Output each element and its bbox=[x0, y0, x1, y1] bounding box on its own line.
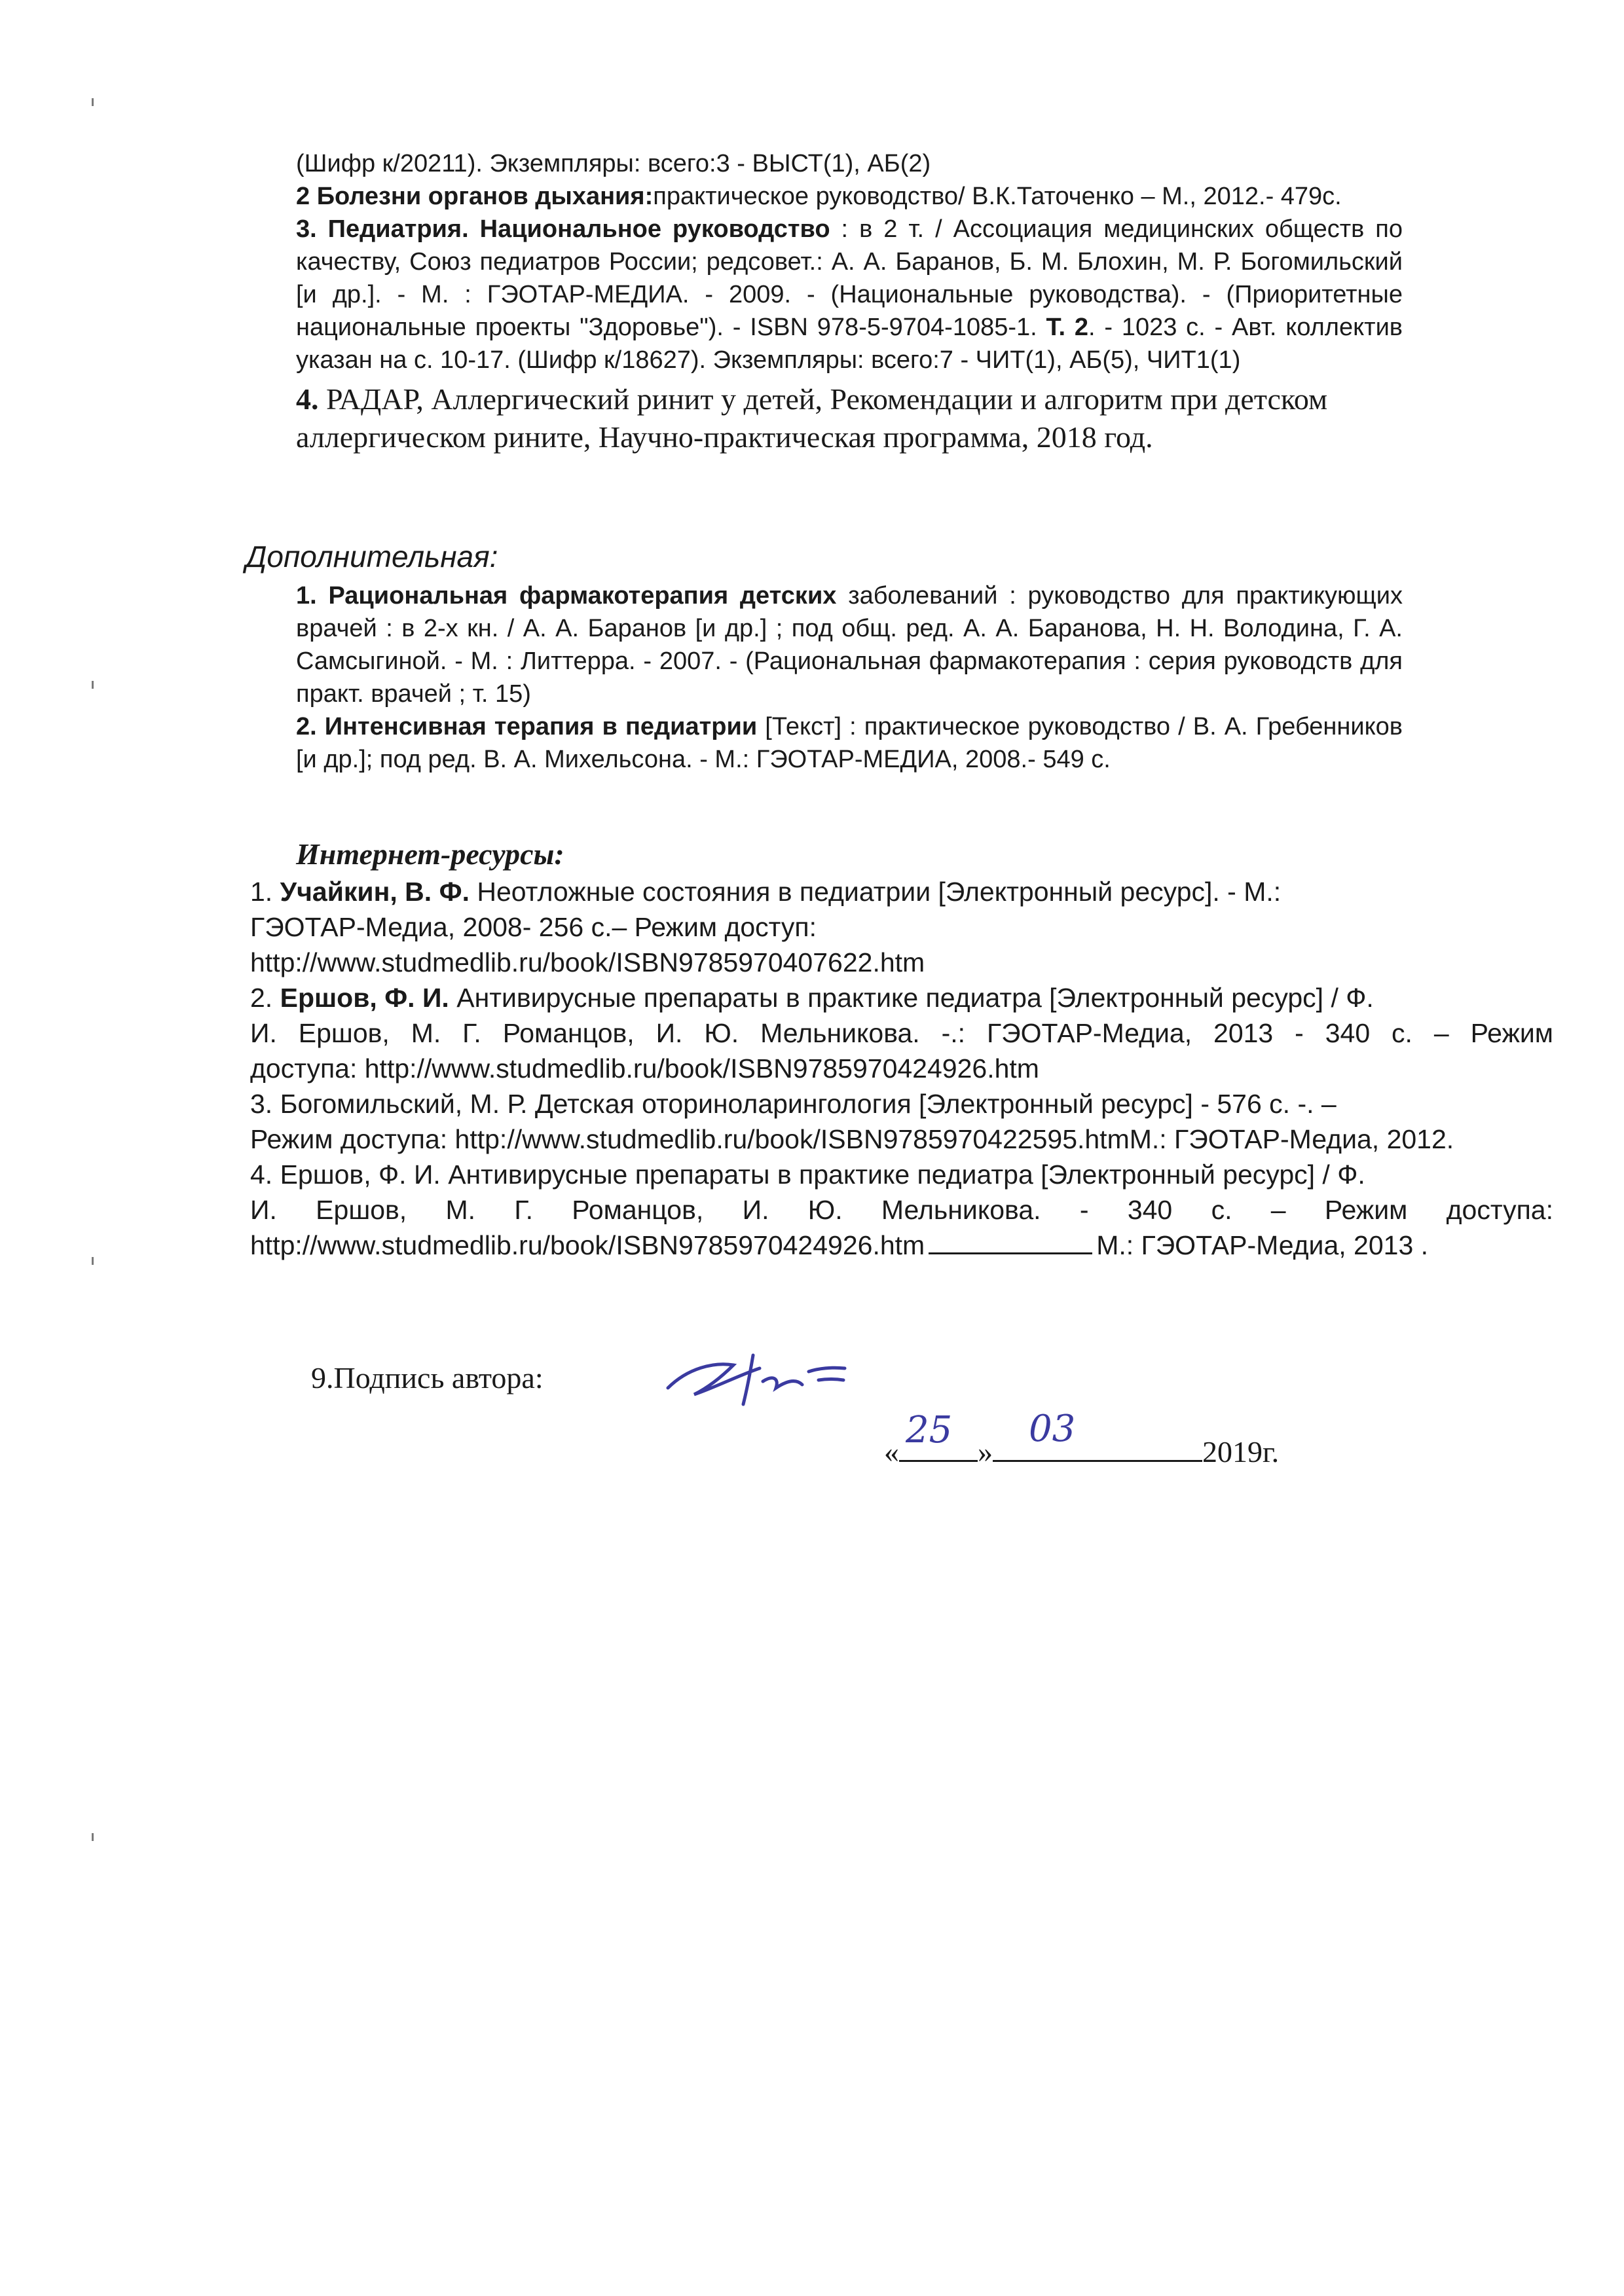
internet-resource-1-text: Неотложные состояния в педиатрии [Электронный ресурс]. - М.: bbox=[469, 877, 1282, 907]
additional-reference-2-text: [Текст] : практическое руководство / В. А. Гребенников [и др.]; под ред. В. А. Михельсона. - М.: ГЭОТАР-МЕДИА, 2008.- 549 с. bbox=[296, 713, 1403, 773]
additional-reference-2-title: 2. Интенсивная терапия в педиатрии bbox=[296, 713, 758, 740]
internet-resource-1-line-2: ГЭОТАР-Медиа, 2008- 256 с.– Режим доступ: bbox=[250, 912, 817, 942]
handwritten-signature bbox=[655, 1342, 864, 1421]
reference-1-tail bbox=[296, 147, 1403, 180]
internet-resource-4-publisher: М.: ГЭОТАР-Медиа, 2013 . bbox=[1096, 1230, 1429, 1260]
internet-resource-4-line-3 bbox=[250, 1228, 1586, 1263]
reference-4 bbox=[296, 380, 1403, 456]
internet-resource-1-link: http://www.studmedlib.ru/book/ISBN9785970407622.htm bbox=[250, 947, 925, 977]
date-quote-close: » bbox=[978, 1435, 993, 1468]
reference-1-text: (Шифр к/20211). Экземпляры: всего:3 - ВЫСТ(1), АБ(2) bbox=[296, 150, 931, 177]
scan-mark bbox=[92, 1257, 94, 1265]
reference-3-text-b: . - 1023 с. - Авт. коллектив указан на с. 10-17. (Шифр к/18627). Экземпляры: всего:7 - ЧИТ(1), АБ(5), ЧИТ1(1) bbox=[296, 314, 1403, 374]
main-references bbox=[296, 147, 1403, 456]
additional-reference-1-text: заболеваний : руководство для практикующих врачей : в 2-х кн. / А. А. Баранов [и др.] ; под общ. ред. А. А. Баранова, Н. Н. Володина, Г. А. Самсыгиной. - М. : Литтерра. - 2007. - (Рациональная фармакотерапия : серия руководств для практ. врачей ; т. 15) bbox=[296, 582, 1403, 708]
signature-date bbox=[884, 1408, 1280, 1469]
internet-resource-4-line-1: 4. Ершов, Ф. И. Антивирусные препараты в практике педиатра [Электронный ресурс] / Ф. bbox=[250, 1159, 1365, 1190]
additional-reference-2 bbox=[296, 710, 1403, 776]
internet-resource-2-text: Антивирусные препараты в практике педиатра [Электронный ресурс] / Ф. bbox=[449, 983, 1374, 1013]
reference-4-number: 4. bbox=[296, 382, 319, 416]
date-day-handwritten: 25 bbox=[906, 1409, 953, 1451]
date-quote-open: « bbox=[884, 1435, 899, 1468]
internet-resource-4-line-2: И. Ершов, М. Г. Романцов, И. Ю. Мельникова. - 340 с. – Режим доступа: bbox=[250, 1195, 1553, 1225]
internet-resource-2-number: 2. bbox=[250, 983, 280, 1013]
additional-reference-1-title: 1. Рациональная фармакотерапия детских bbox=[296, 582, 837, 610]
internet-resource-2-author: Ершов, Ф. И. bbox=[280, 983, 449, 1013]
reference-2 bbox=[296, 180, 1403, 213]
internet-resource-1-line-1 bbox=[250, 874, 1586, 909]
signature-label: 9.Подпись автора: bbox=[311, 1361, 544, 1394]
internet-resource-1-author: Учайкин, В. Ф. bbox=[280, 877, 470, 907]
additional-heading: Дополнительная: bbox=[246, 539, 498, 574]
reference-3 bbox=[296, 213, 1403, 376]
reference-3-volume: Т. 2 bbox=[1046, 314, 1088, 341]
reference-2-text: практическое руководство/ В.К.Таточенко – М., 2012.- 479с. bbox=[653, 183, 1342, 210]
internet-resource-2-line-2: И. Ершов, М. Г. Романцов, И. Ю. Мельникова. -.: ГЭОТАР-Медиа, 2013 - 340 с. – Режим bbox=[250, 1018, 1553, 1048]
blank-underline bbox=[929, 1230, 1092, 1254]
internet-heading: Интернет-ресурсы: bbox=[296, 837, 564, 871]
internet-resource-3-line-2: Режим доступа: http://www.studmedlib.ru/book/ISBN9785970422595.htmМ.: ГЭОТАР-Медиа, 2012. bbox=[250, 1124, 1454, 1154]
internet-resource-2-link: доступа: http://www.studmedlib.ru/book/ISBN9785970424926.htm bbox=[250, 1053, 1039, 1084]
reference-2-title: 2 Болезни органов дыхания: bbox=[296, 183, 654, 210]
additional-references bbox=[296, 579, 1403, 776]
internet-resources bbox=[250, 874, 1586, 1263]
reference-4-text: РАДАР, Аллергический ринит у детей, Рекомендации и алгоритм при детском аллергическом рините, Научно-практическая программа, 2018 год. bbox=[296, 382, 1328, 454]
date-year: 2019г. bbox=[1202, 1435, 1280, 1468]
date-month-handwritten: 03 bbox=[1029, 1408, 1076, 1450]
scan-mark bbox=[92, 681, 94, 689]
internet-resource-2-line-1 bbox=[250, 980, 1586, 1015]
scan-mark bbox=[92, 1833, 94, 1841]
reference-3-title: 3. Педиатрия. Национальное руководство bbox=[296, 215, 830, 243]
scan-mark bbox=[92, 98, 94, 106]
reference-3-text-a: : в 2 т. / Ассоциация медицинских обществ по качеству, Союз педиатров России; редсовет.: А. А. Баранов, Б. М. Блохин, М. Р. Богомильский [и др.]. - М. : ГЭОТАР-МЕДИА. - 2009. - (Национальные руководства). - (Приоритетные национальные проекты "Здоровье"). - ISBN 978-5-9704-1085-1. bbox=[296, 215, 1403, 341]
date-month-field bbox=[993, 1408, 1202, 1462]
date-day-field bbox=[899, 1409, 978, 1462]
additional-reference-1 bbox=[296, 579, 1403, 710]
internet-resource-1-number: 1. bbox=[250, 877, 280, 907]
internet-resource-4-link: http://www.studmedlib.ru/book/ISBN9785970424926.htm bbox=[250, 1230, 925, 1260]
internet-resource-3-line-1: 3. Богомильский, М. Р. Детская оториноларингология [Электронный ресурс] - 576 с. -. – bbox=[250, 1089, 1337, 1119]
